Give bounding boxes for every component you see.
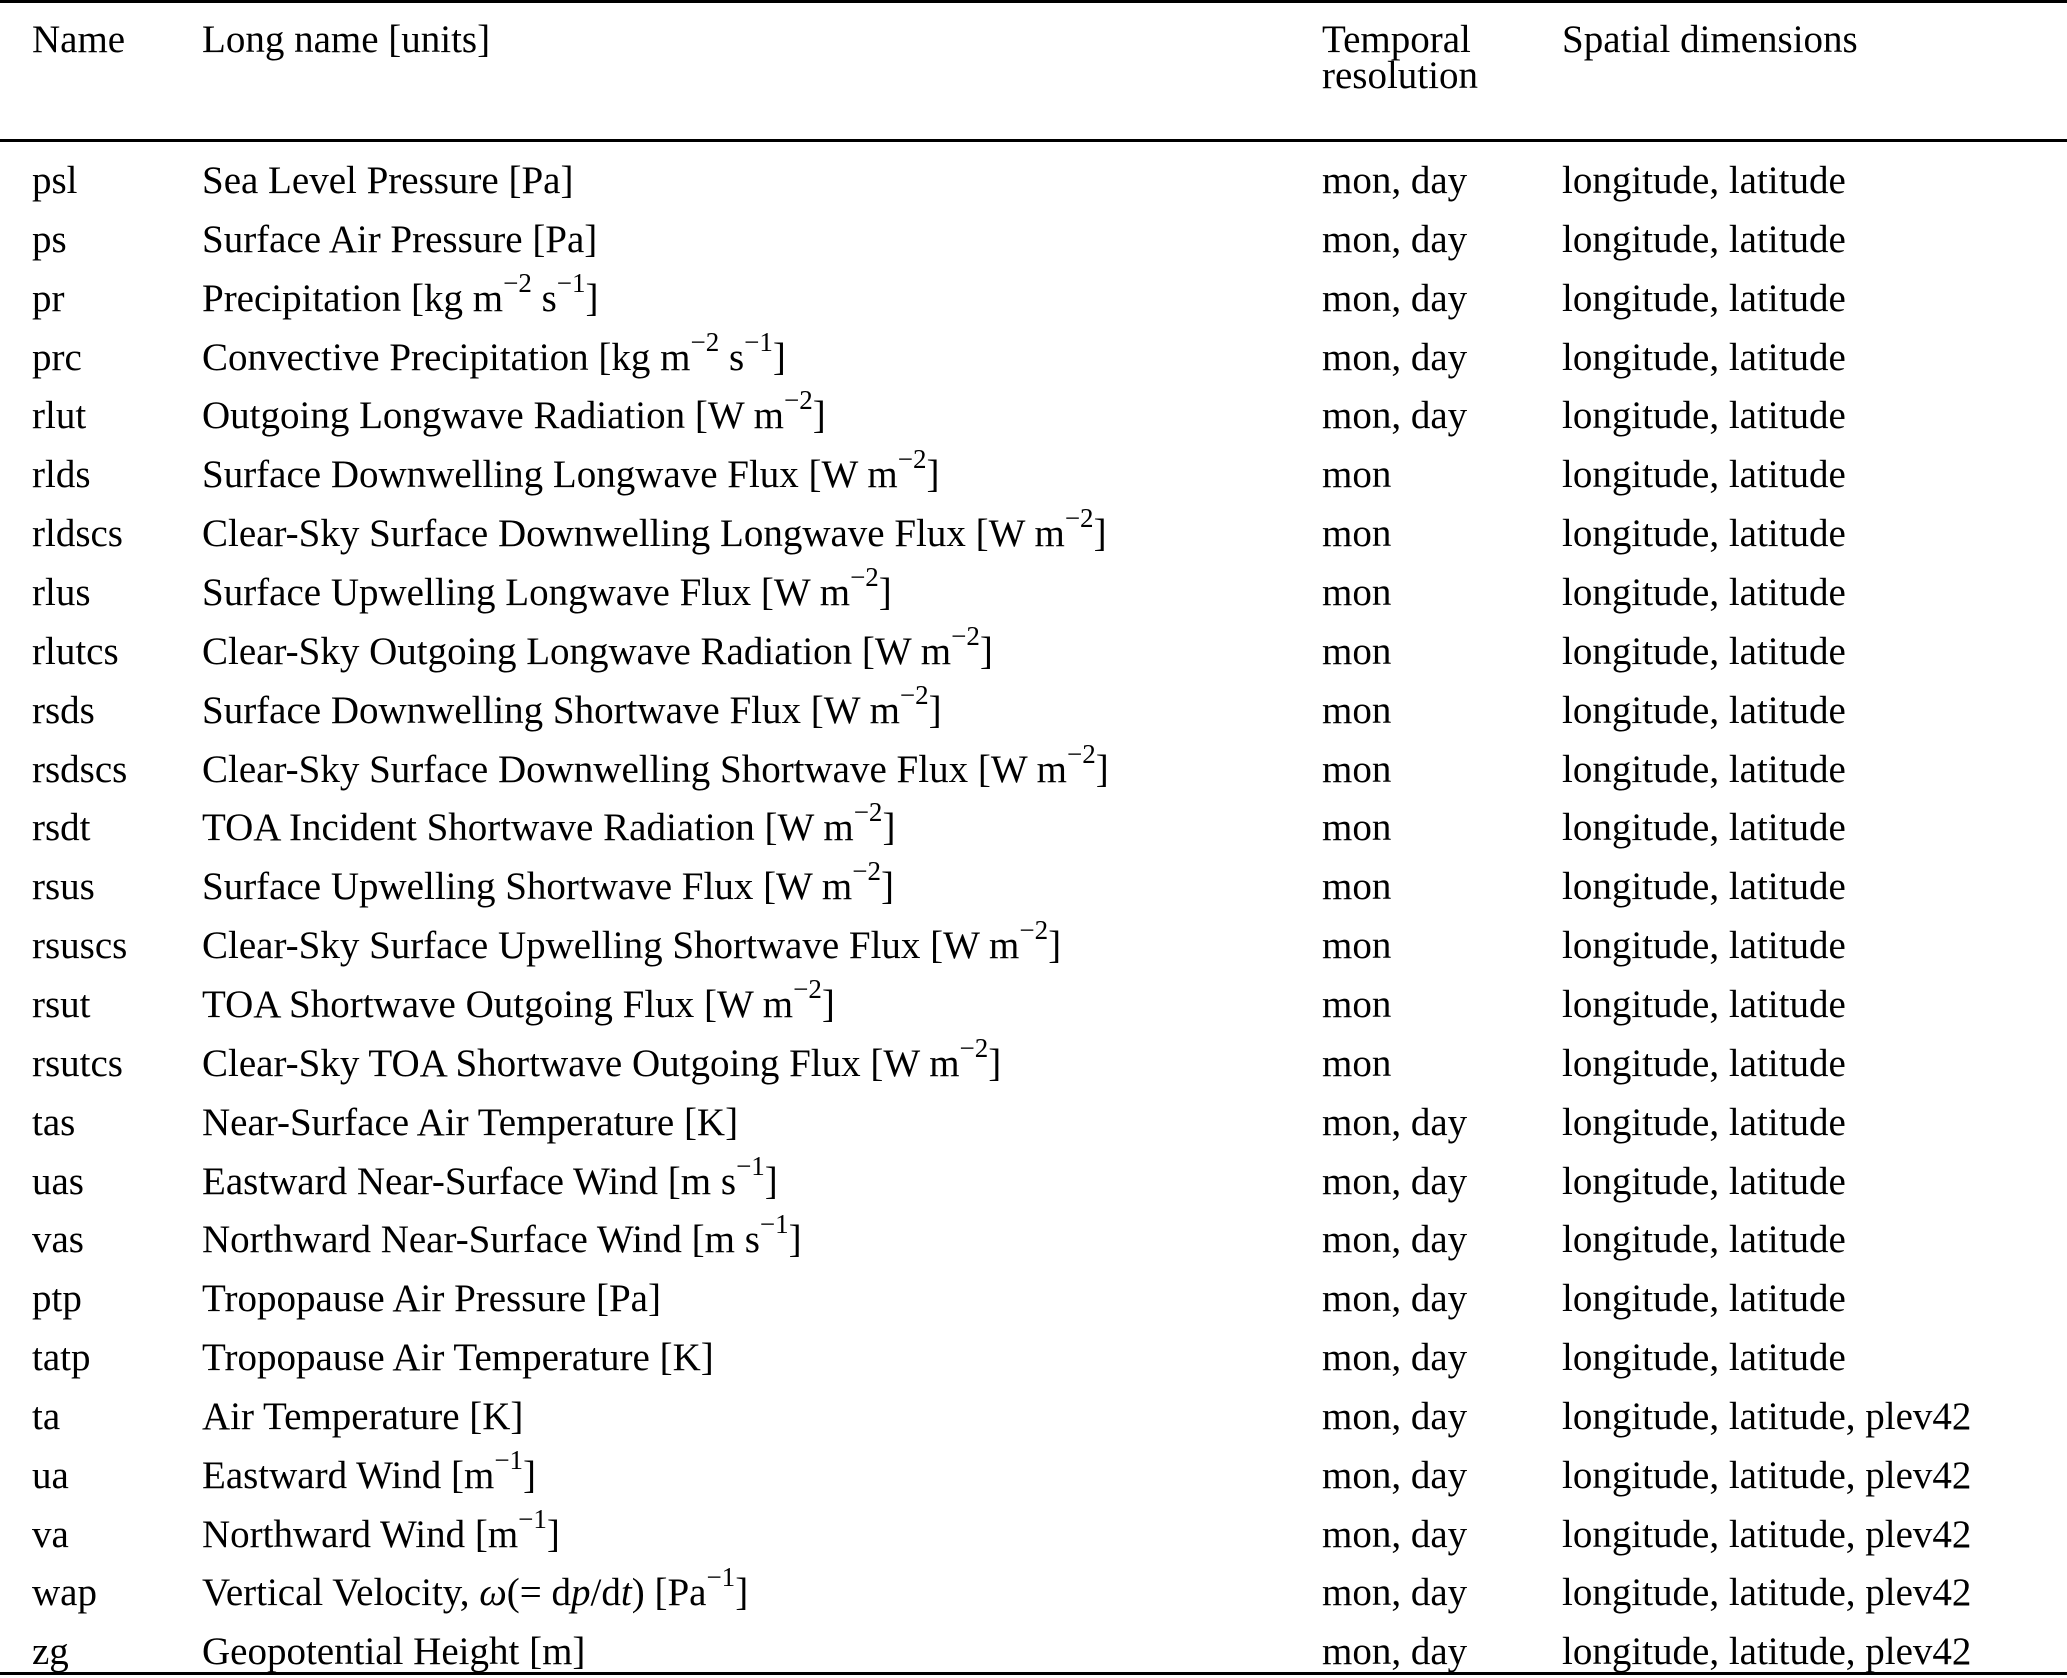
cell-name: rsds	[32, 688, 95, 732]
cell-temporal: mon	[1322, 982, 1392, 1026]
cell-spatial: longitude, latitude	[1562, 1159, 1846, 1203]
cell-name: zg	[32, 1630, 69, 1674]
cell-temporal: mon, day	[1322, 1218, 1468, 1262]
cell-name: rlutcs	[32, 629, 119, 673]
cell-temporal: mon	[1322, 571, 1392, 614]
cell-spatial: longitude, latitude	[1562, 217, 1846, 261]
cell-name: psl	[32, 159, 78, 202]
cell-name: rldscs	[32, 512, 123, 556]
cell-temporal: mon, day	[1322, 1571, 1468, 1615]
cell-temporal: mon	[1322, 1041, 1392, 1085]
cell-long-name: Eastward Near-Surface Wind [m $s^{-1}$]	[202, 1150, 778, 1203]
cell-long-name: Convective Precipitation [kg $m^{-2}$ $s^{-1}$]	[202, 326, 786, 379]
cell-spatial: longitude, latitude	[1562, 806, 1846, 850]
cell-long-name: TOA Shortwave Outgoing Flux [W $m^{-2}$]	[202, 973, 835, 1026]
cell-spatial: longitude, latitude	[1562, 629, 1846, 673]
cell-name: rsus	[32, 865, 95, 909]
header-name: Name	[32, 18, 126, 61]
cell-name: rlds	[32, 453, 91, 497]
cell-long-name: Outgoing Longwave Radiation [W $m^{-2}$]	[202, 385, 826, 438]
cell-long-name: Air Temperature [K]	[202, 1394, 524, 1438]
cell-name: rsut	[32, 982, 91, 1026]
cell-name: tas	[32, 1100, 76, 1144]
cell-temporal: mon, day	[1322, 276, 1468, 320]
cell-long-name: Clear-Sky Outgoing Longwave Radiation [W $m^{-2}$]	[202, 620, 993, 673]
cell-long-name: Surface Downwelling Longwave Flux [W $m^{-2}$]	[202, 444, 940, 497]
cell-temporal: mon	[1322, 806, 1392, 850]
cell-long-name: Near-Surface Air Temperature [K]	[202, 1100, 739, 1144]
header-temporal-line1: Temporal	[1322, 18, 1471, 61]
cell-name: pr	[32, 276, 65, 320]
header-long-name: Long name [units]	[202, 18, 491, 61]
cell-spatial: longitude, latitude	[1562, 453, 1846, 497]
cell-long-name: Northward Near-Surface Wind [m $s^{-1}$]	[202, 1209, 802, 1262]
cell-spatial: longitude, latitude, plev42	[1562, 1394, 1972, 1438]
cell-long-name: Sea Level Pressure [Pa]	[202, 159, 574, 202]
cell-spatial: longitude, latitude, plev42	[1562, 1630, 1972, 1674]
cell-temporal: mon, day	[1322, 159, 1468, 202]
cell-spatial: longitude, latitude	[1562, 571, 1846, 614]
cell-spatial: longitude, latitude	[1562, 747, 1846, 791]
cell-spatial: longitude, latitude	[1562, 1277, 1846, 1321]
cell-name: prc	[32, 335, 82, 379]
cell-name: rsutcs	[32, 1041, 123, 1085]
cell-name: uas	[32, 1159, 84, 1203]
cell-temporal: mon	[1322, 688, 1392, 732]
cell-spatial: longitude, latitude, plev42	[1562, 1571, 1972, 1615]
cell-long-name: Surface Downwelling Shortwave Flux [W $m^{-2}$]	[202, 679, 942, 732]
cell-long-name: Tropopause Air Pressure [Pa]	[202, 1277, 661, 1321]
cell-temporal: mon, day	[1322, 1453, 1468, 1497]
cell-long-name: Clear-Sky TOA Shortwave Outgoing Flux [W $m^{-2}$]	[202, 1032, 1002, 1085]
cell-temporal: mon, day	[1322, 394, 1468, 438]
cell-long-name: Clear-Sky Surface Downwelling Shortwave Flux [W $m^{-2}$]	[202, 738, 1109, 791]
cell-long-name: Precipitation [kg $m^{-2}$ $s^{-1}$]	[202, 267, 599, 320]
cell-long-name: Clear-Sky Surface Downwelling Longwave Flux [W $m^{-2}$]	[202, 503, 1107, 556]
cell-temporal: mon, day	[1322, 1512, 1468, 1556]
cell-long-name: Surface Upwelling Longwave Flux [W $m^{-2}$]	[202, 562, 892, 614]
cell-long-name: Eastward Wind $[m^{-1}]$	[202, 1444, 537, 1497]
cell-spatial: longitude, latitude	[1562, 159, 1846, 202]
cell-long-name: Surface Upwelling Shortwave Flux [W $m^{-2}$]	[202, 856, 894, 909]
cell-spatial: longitude, latitude	[1562, 688, 1846, 732]
cell-spatial: longitude, latitude	[1562, 924, 1846, 968]
cell-long-name: Geopotential Height [m]	[202, 1630, 586, 1674]
cell-name: ps	[32, 217, 67, 261]
header-temporal-line2: resolution	[1322, 54, 1478, 97]
cell-temporal: mon	[1322, 453, 1392, 497]
cell-spatial: longitude, latitude	[1562, 1100, 1846, 1144]
cell-temporal: mon, day	[1322, 1336, 1468, 1379]
cell-name: ta	[32, 1394, 61, 1438]
cell-temporal: mon	[1322, 629, 1392, 673]
cell-name: rlut	[32, 394, 87, 438]
cell-spatial: longitude, latitude	[1562, 1218, 1846, 1262]
cell-temporal: mon	[1322, 747, 1392, 791]
cell-name: rlus	[32, 571, 91, 614]
cell-temporal: mon, day	[1322, 1277, 1468, 1321]
cell-long-name: Surface Air Pressure [Pa]	[202, 217, 598, 261]
cell-spatial: longitude, latitude	[1562, 276, 1846, 320]
cell-temporal: mon	[1322, 924, 1392, 968]
cell-long-name: Vertical Velocity, ω(= dp/dt) $[Pa^{-1}]$	[202, 1562, 749, 1615]
cell-temporal: mon, day	[1322, 217, 1468, 261]
cell-spatial: longitude, latitude, plev42	[1562, 1512, 1972, 1556]
header-spatial: Spatial dimensions	[1562, 18, 1858, 61]
cell-spatial: longitude, latitude	[1562, 1336, 1846, 1379]
cell-name: tatp	[32, 1336, 91, 1379]
cell-temporal: mon, day	[1322, 1394, 1468, 1438]
cell-spatial: longitude, latitude	[1562, 865, 1846, 909]
cell-spatial: longitude, latitude	[1562, 512, 1846, 556]
cell-name: wap	[32, 1571, 97, 1615]
cell-name: vas	[32, 1218, 84, 1262]
cell-long-name: Tropopause Air Temperature [K]	[202, 1336, 714, 1379]
cell-spatial: longitude, latitude	[1562, 1041, 1846, 1085]
cell-long-name: Northward Wind $[m^{-1}]$	[202, 1503, 560, 1556]
cell-name: rsdt	[32, 806, 91, 850]
cell-name: ua	[32, 1453, 69, 1497]
cell-temporal: mon, day	[1322, 1630, 1468, 1674]
cell-temporal: mon, day	[1322, 335, 1468, 379]
cell-spatial: longitude, latitude	[1562, 982, 1846, 1026]
cell-spatial: longitude, latitude	[1562, 335, 1846, 379]
cell-name: rsuscs	[32, 924, 128, 968]
cell-name: ptp	[32, 1277, 82, 1321]
cell-long-name: TOA Incident Shortwave Radiation [W $m^{-2}$]	[202, 797, 896, 850]
cell-spatial: longitude, latitude	[1562, 394, 1846, 438]
cell-temporal: mon, day	[1322, 1159, 1468, 1203]
cell-name: rsdscs	[32, 747, 128, 791]
cell-long-name: Clear-Sky Surface Upwelling Shortwave Flux [W $m^{-2}$]	[202, 915, 1062, 968]
cell-name: va	[32, 1512, 69, 1556]
cell-spatial: longitude, latitude, plev42	[1562, 1453, 1972, 1497]
cell-temporal: mon	[1322, 865, 1392, 909]
cell-temporal: mon, day	[1322, 1100, 1468, 1144]
cell-temporal: mon	[1322, 512, 1392, 556]
